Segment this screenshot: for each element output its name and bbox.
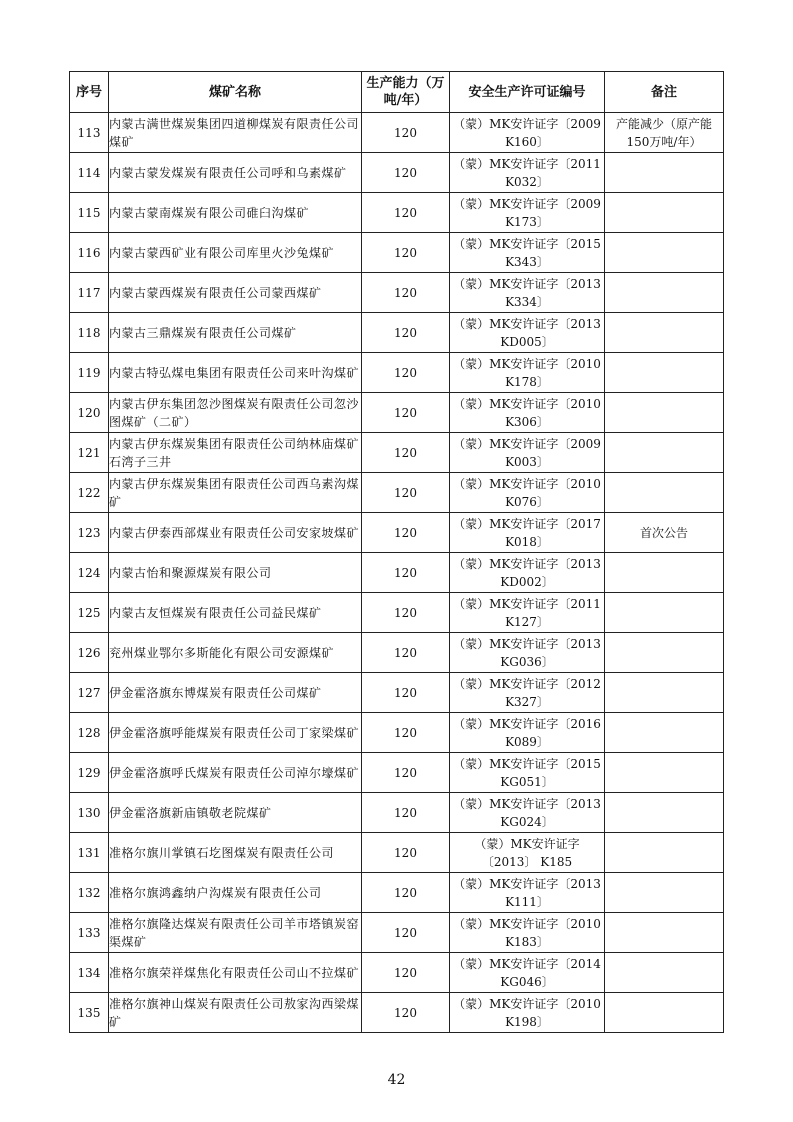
- table-header-row: [70, 72, 724, 113]
- cell-mine-name: 兖州煤业鄂尔多斯能化有限公司安源煤矿: [109, 633, 362, 673]
- cell-capacity: 120: [362, 433, 450, 473]
- header-license-no: 安全生产许可证编号: [450, 72, 605, 113]
- cell-mine-name: 内蒙古蒙西矿业有限公司库里火沙兔煤矿: [109, 233, 362, 273]
- cell-capacity: 120: [362, 993, 450, 1033]
- cell-capacity: 120: [362, 713, 450, 753]
- cell-serial-no: 117: [70, 273, 109, 313]
- cell-serial-no: 135: [70, 993, 109, 1033]
- cell-mine-name: 内蒙古特弘煤电集团有限责任公司来叶沟煤矿: [109, 353, 362, 393]
- cell-mine-name: 内蒙古伊东煤炭集团有限责任公司纳林庙煤矿石湾子三井: [109, 433, 362, 473]
- cell-serial-no: 125: [70, 593, 109, 633]
- cell-capacity: 120: [362, 553, 450, 593]
- cell-capacity: 120: [362, 473, 450, 513]
- cell-mine-name: 内蒙古三鼎煤炭有限责任公司煤矿: [109, 313, 362, 353]
- cell-serial-no: 128: [70, 713, 109, 753]
- cell-license-no: （蒙）MK安许证字〔2011 K127〕: [450, 593, 605, 633]
- cell-mine-name: 准格尔旗神山煤炭有限责任公司敖家沟西梁煤矿: [109, 993, 362, 1033]
- cell-serial-no: 114: [70, 153, 109, 193]
- cell-mine-name: 准格尔旗川掌镇石圪图煤炭有限责任公司: [109, 833, 362, 873]
- table-row: [70, 713, 724, 753]
- cell-note: [605, 193, 724, 233]
- header-mine-name: 煤矿名称: [109, 72, 362, 113]
- cell-serial-no: 122: [70, 473, 109, 513]
- cell-capacity: 120: [362, 833, 450, 873]
- table-row: [70, 553, 724, 593]
- cell-capacity: 120: [362, 393, 450, 433]
- cell-serial-no: 113: [70, 113, 109, 153]
- cell-mine-name: 准格尔旗鸿鑫纳户沟煤炭有限责任公司: [109, 873, 362, 913]
- cell-mine-name: 内蒙古伊东集团忽沙图煤炭有限责任公司忽沙图煤矿（二矿）: [109, 393, 362, 433]
- cell-serial-no: 118: [70, 313, 109, 353]
- cell-mine-name: 内蒙古怡和聚源煤炭有限公司: [109, 553, 362, 593]
- cell-license-no: （蒙）MK安许证字〔2013〕 K185: [450, 833, 605, 873]
- cell-note: [605, 273, 724, 313]
- cell-serial-no: 120: [70, 393, 109, 433]
- cell-capacity: 120: [362, 233, 450, 273]
- cell-capacity: 120: [362, 153, 450, 193]
- cell-note: [605, 593, 724, 633]
- cell-mine-name: 内蒙古蒙南煤炭有限公司碓臼沟煤矿: [109, 193, 362, 233]
- cell-note: [605, 993, 724, 1033]
- table-row: [70, 193, 724, 233]
- table-row: [70, 113, 724, 153]
- table-row: [70, 633, 724, 673]
- cell-mine-name: 内蒙古蒙西煤炭有限责任公司蒙西煤矿: [109, 273, 362, 313]
- cell-note: [605, 473, 724, 513]
- cell-mine-name: 伊金霍洛旗呼氏煤炭有限责任公司淖尔壕煤矿: [109, 753, 362, 793]
- cell-serial-no: 121: [70, 433, 109, 473]
- cell-license-no: （蒙）MK安许证字〔2013 KD005〕: [450, 313, 605, 353]
- table-row: [70, 833, 724, 873]
- table-row: [70, 273, 724, 313]
- cell-license-no: （蒙）MK安许证字〔2015 KG051〕: [450, 753, 605, 793]
- table-row: [70, 953, 724, 993]
- cell-capacity: 120: [362, 513, 450, 553]
- table-row: [70, 913, 724, 953]
- cell-capacity: 120: [362, 793, 450, 833]
- cell-serial-no: 127: [70, 673, 109, 713]
- table-row: [70, 393, 724, 433]
- cell-note: [605, 673, 724, 713]
- cell-mine-name: 内蒙古满世煤炭集团四道柳煤炭有限责任公司煤矿: [109, 113, 362, 153]
- cell-capacity: 120: [362, 113, 450, 153]
- cell-serial-no: 123: [70, 513, 109, 553]
- header-serial-no: 序号: [70, 72, 109, 113]
- cell-mine-name: 内蒙古伊东煤炭集团有限责任公司西乌素沟煤矿: [109, 473, 362, 513]
- cell-license-no: （蒙）MK安许证字〔2012 K327〕: [450, 673, 605, 713]
- cell-license-no: （蒙）MK安许证字〔2013 KG036〕: [450, 633, 605, 673]
- cell-serial-no: 129: [70, 753, 109, 793]
- cell-note: [605, 793, 724, 833]
- cell-capacity: 120: [362, 353, 450, 393]
- cell-license-no: （蒙）MK安许证字〔2010 K306〕: [450, 393, 605, 433]
- cell-note: [605, 873, 724, 913]
- table-row: [70, 873, 724, 913]
- table-row: [70, 433, 724, 473]
- table-row: [70, 473, 724, 513]
- cell-note: 产能减少（原产能150万吨/年）: [605, 113, 724, 153]
- cell-serial-no: 116: [70, 233, 109, 273]
- table-row: [70, 313, 724, 353]
- table-body: [70, 113, 724, 1033]
- cell-capacity: 120: [362, 313, 450, 353]
- cell-serial-no: 130: [70, 793, 109, 833]
- table-row: [70, 153, 724, 193]
- cell-license-no: （蒙）MK安许证字〔2013 KD002〕: [450, 553, 605, 593]
- cell-license-no: （蒙）MK安许证字〔2013 K111〕: [450, 873, 605, 913]
- cell-license-no: （蒙）MK安许证字〔2017 K018〕: [450, 513, 605, 553]
- cell-note: [605, 393, 724, 433]
- cell-note: [605, 913, 724, 953]
- coal-mine-table: [69, 71, 724, 1033]
- cell-license-no: （蒙）MK安许证字〔2013 K334〕: [450, 273, 605, 313]
- cell-license-no: （蒙）MK安许证字〔2013 KG024〕: [450, 793, 605, 833]
- page-number: 42: [387, 1072, 406, 1088]
- cell-note: [605, 553, 724, 593]
- cell-capacity: 120: [362, 753, 450, 793]
- cell-note: [605, 153, 724, 193]
- cell-capacity: 120: [362, 593, 450, 633]
- cell-capacity: 120: [362, 633, 450, 673]
- cell-capacity: 120: [362, 873, 450, 913]
- cell-mine-name: 伊金霍洛旗呼能煤炭有限责任公司丁家梁煤矿: [109, 713, 362, 753]
- cell-serial-no: 133: [70, 913, 109, 953]
- cell-note: 首次公告: [605, 513, 724, 553]
- cell-mine-name: 内蒙古伊泰西部煤业有限责任公司安家坡煤矿: [109, 513, 362, 553]
- cell-mine-name: 准格尔旗荣祥煤焦化有限责任公司山不拉煤矿: [109, 953, 362, 993]
- cell-note: [605, 633, 724, 673]
- cell-license-no: （蒙）MK安许证字〔2016 K089〕: [450, 713, 605, 753]
- cell-capacity: 120: [362, 953, 450, 993]
- table-row: [70, 793, 724, 833]
- cell-capacity: 120: [362, 913, 450, 953]
- cell-serial-no: 126: [70, 633, 109, 673]
- cell-note: [605, 233, 724, 273]
- cell-license-no: （蒙）MK安许证字〔2010 K183〕: [450, 913, 605, 953]
- cell-license-no: （蒙）MK安许证字〔2009 K160〕: [450, 113, 605, 153]
- cell-license-no: （蒙）MK安许证字〔2014 KG046〕: [450, 953, 605, 993]
- table-row: [70, 353, 724, 393]
- cell-note: [605, 953, 724, 993]
- cell-note: [605, 833, 724, 873]
- cell-capacity: 120: [362, 673, 450, 713]
- cell-license-no: （蒙）MK安许证字〔2009 K173〕: [450, 193, 605, 233]
- cell-serial-no: 132: [70, 873, 109, 913]
- table-row: [70, 753, 724, 793]
- cell-license-no: （蒙）MK安许证字〔2009 K003〕: [450, 433, 605, 473]
- cell-serial-no: 115: [70, 193, 109, 233]
- cell-note: [605, 353, 724, 393]
- table-row: [70, 993, 724, 1033]
- cell-license-no: （蒙）MK安许证字〔2010 K178〕: [450, 353, 605, 393]
- cell-mine-name: 内蒙古蒙发煤炭有限责任公司呼和乌素煤矿: [109, 153, 362, 193]
- header-capacity: 生产能力（万吨/年）: [362, 72, 450, 113]
- cell-serial-no: 131: [70, 833, 109, 873]
- cell-mine-name: 准格尔旗隆达煤炭有限责任公司羊市塔镇炭窑渠煤矿: [109, 913, 362, 953]
- table-row: [70, 513, 724, 553]
- cell-note: [605, 313, 724, 353]
- cell-note: [605, 713, 724, 753]
- cell-mine-name: 伊金霍洛旗新庙镇敬老院煤矿: [109, 793, 362, 833]
- cell-serial-no: 119: [70, 353, 109, 393]
- cell-mine-name: 伊金霍洛旗东博煤炭有限责任公司煤矿: [109, 673, 362, 713]
- cell-note: [605, 433, 724, 473]
- cell-capacity: 120: [362, 193, 450, 233]
- table-row: [70, 233, 724, 273]
- cell-serial-no: 134: [70, 953, 109, 993]
- cell-note: [605, 753, 724, 793]
- table-row: [70, 673, 724, 713]
- cell-capacity: 120: [362, 273, 450, 313]
- cell-license-no: （蒙）MK安许证字〔2010 K076〕: [450, 473, 605, 513]
- table-row: [70, 593, 724, 633]
- cell-mine-name: 内蒙古友恒煤炭有限责任公司益民煤矿: [109, 593, 362, 633]
- cell-license-no: （蒙）MK安许证字〔2011 K032〕: [450, 153, 605, 193]
- cell-serial-no: 124: [70, 553, 109, 593]
- cell-license-no: （蒙）MK安许证字〔2010 K198〕: [450, 993, 605, 1033]
- header-note: 备注: [605, 72, 724, 113]
- cell-license-no: （蒙）MK安许证字〔2015 K343〕: [450, 233, 605, 273]
